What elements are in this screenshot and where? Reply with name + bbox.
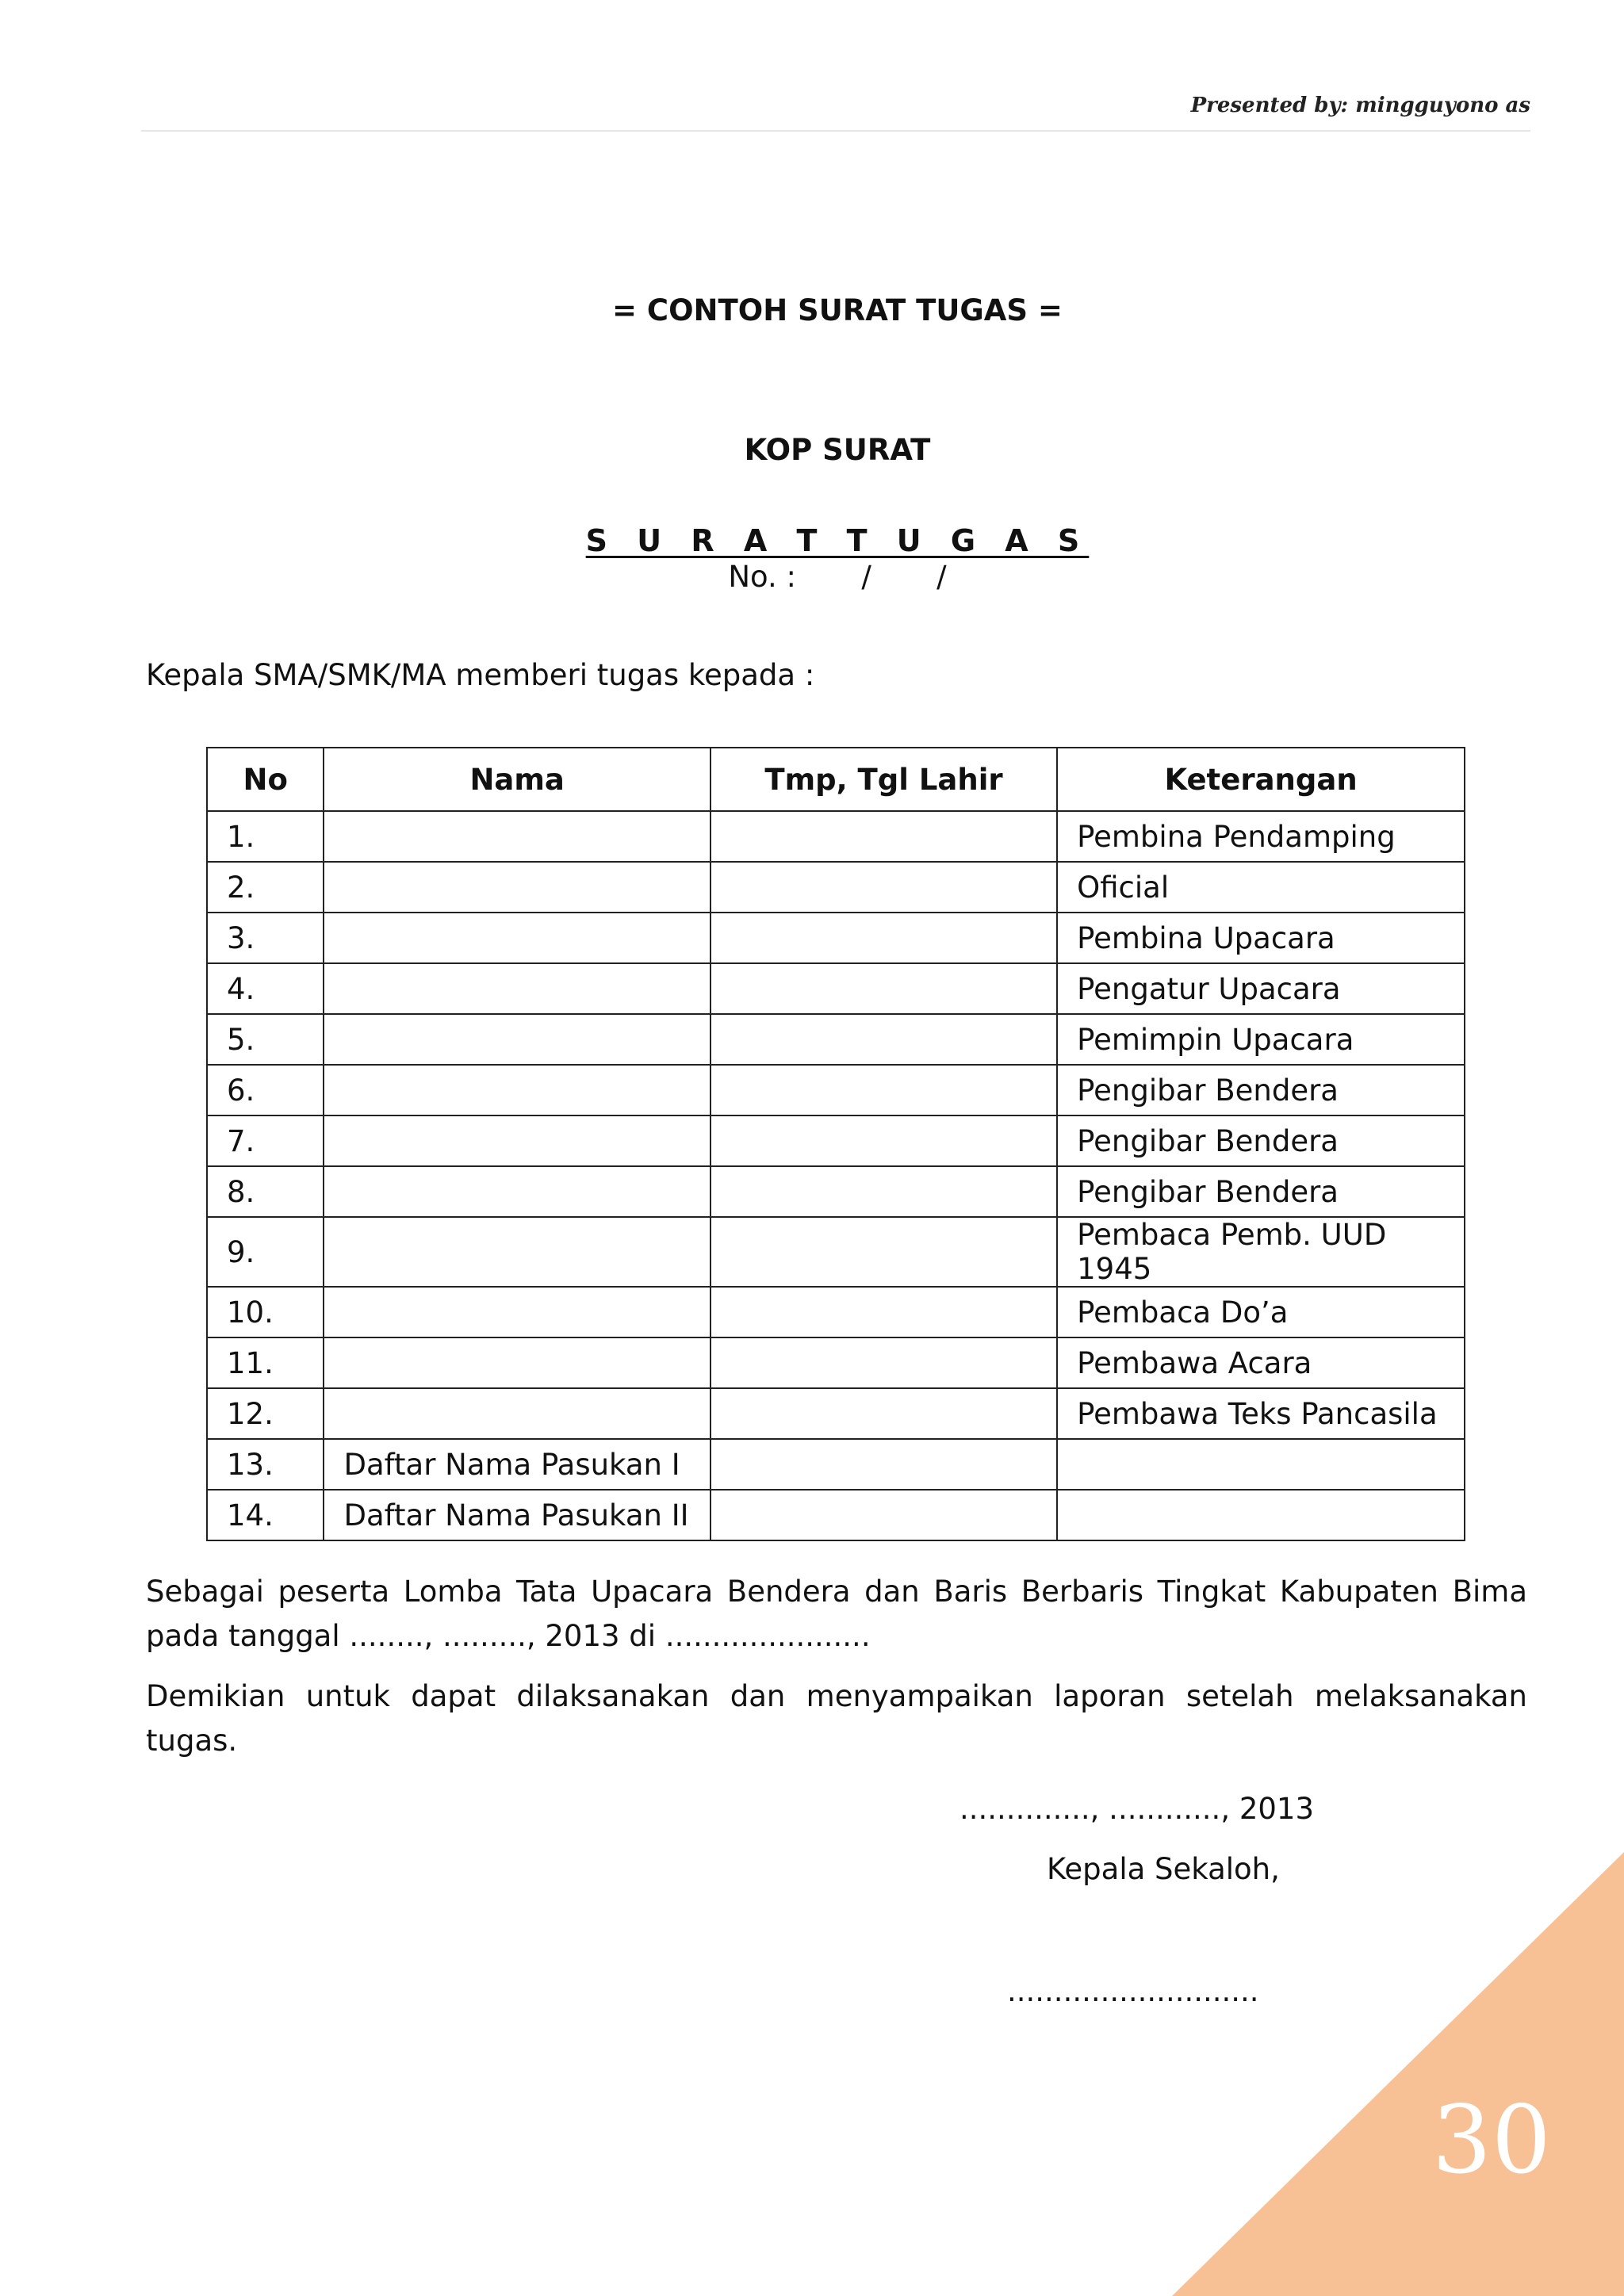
cell-no: 14. (207, 1490, 324, 1540)
header-nama: Nama (324, 748, 710, 811)
table-row (207, 1014, 1465, 1065)
cell-nama (324, 1014, 710, 1065)
cell-no: 4. (207, 963, 324, 1014)
cell-keterangan: Pemimpin Upacara (1057, 1014, 1465, 1065)
cell-keterangan: Pembina Pendamping (1057, 811, 1465, 862)
table-row (207, 1287, 1465, 1337)
cell-tmp-tgl-lahir (710, 1014, 1057, 1065)
cell-no: 12. (207, 1388, 324, 1439)
cell-keterangan: Pembawa Teks Pancasila (1057, 1388, 1465, 1439)
cell-nama (324, 1217, 710, 1287)
cell-nama (324, 862, 710, 913)
document-heading: = CONTOH SURAT TUGAS = (612, 293, 1063, 327)
cell-keterangan (1057, 1490, 1465, 1540)
table-row (207, 1115, 1465, 1166)
cell-tmp-tgl-lahir (710, 811, 1057, 862)
letterhead-placeholder: KOP SURAT (744, 433, 931, 467)
cell-no: 8. (207, 1166, 324, 1217)
cell-keterangan: Pengibar Bendera (1057, 1065, 1465, 1115)
cell-tmp-tgl-lahir (710, 1166, 1057, 1217)
cell-nama (324, 963, 710, 1014)
cell-nama (324, 1337, 710, 1388)
cell-keterangan: Pembina Upacara (1057, 913, 1465, 963)
cell-no: 6. (207, 1065, 324, 1115)
cell-keterangan: Pengibar Bendera (1057, 1115, 1465, 1166)
closing-paragraph: Demikian untuk dapat dilaksanakan dan menyampaikan laporan setelah melaksanakan tugas. (146, 1679, 1527, 1758)
cell-no: 5. (207, 1014, 324, 1065)
cell-tmp-tgl-lahir (710, 1287, 1057, 1337)
cell-keterangan: Pembawa Acara (1057, 1337, 1465, 1388)
header-no: No (207, 748, 324, 811)
cell-tmp-tgl-lahir (710, 1217, 1057, 1287)
cell-nama (324, 1388, 710, 1439)
corner-decoration (1172, 1852, 1624, 2296)
header-keterangan: Keterangan (1057, 748, 1465, 811)
cell-nama: Daftar Nama Pasukan II (324, 1490, 710, 1540)
intro-text: Kepala SMA/SMK/MA memberi tugas kepada : (146, 658, 815, 692)
cell-nama (324, 913, 710, 963)
table-row (207, 1388, 1465, 1439)
cell-keterangan: Pengibar Bendera (1057, 1166, 1465, 1217)
cell-keterangan: Pengatur Upacara (1057, 963, 1465, 1014)
table-row (207, 1490, 1465, 1540)
cell-nama (324, 811, 710, 862)
cell-no: 3. (207, 913, 324, 963)
cell-keterangan: Oficial (1057, 862, 1465, 913)
table-row (207, 811, 1465, 862)
header-divider (141, 130, 1530, 132)
cell-no: 13. (207, 1439, 324, 1490)
cell-nama (324, 1065, 710, 1115)
table-row (207, 1439, 1465, 1490)
table-row (207, 1337, 1465, 1388)
signature-name-line: ........................... (1007, 1974, 1259, 2008)
table-row (207, 1065, 1465, 1115)
cell-no: 11. (207, 1337, 324, 1388)
cell-tmp-tgl-lahir (710, 1439, 1057, 1490)
table-row (207, 1217, 1465, 1287)
cell-no: 7. (207, 1115, 324, 1166)
cell-no: 10. (207, 1287, 324, 1337)
letter-title: S U R A T T U G A S (585, 523, 1090, 558)
cell-tmp-tgl-lahir (710, 1337, 1057, 1388)
cell-nama (324, 1166, 710, 1217)
cell-tmp-tgl-lahir (710, 1490, 1057, 1540)
signature-title: Kepala Sekaloh, (1047, 1852, 1280, 1886)
cell-nama: Daftar Nama Pasukan I (324, 1439, 710, 1490)
table-row (207, 913, 1465, 963)
cell-no: 2. (207, 862, 324, 913)
cell-tmp-tgl-lahir (710, 913, 1057, 963)
header-tmp-tgl-lahir: Tmp, Tgl Lahir (710, 748, 1057, 811)
cell-keterangan: Pembaca Do’a (1057, 1287, 1465, 1337)
cell-keterangan: Pembaca Pemb. UUD 1945 (1057, 1217, 1465, 1287)
cell-tmp-tgl-lahir (710, 1065, 1057, 1115)
cell-tmp-tgl-lahir (710, 963, 1057, 1014)
cell-tmp-tgl-lahir (710, 1115, 1057, 1166)
table-row (207, 963, 1465, 1014)
assignment-table (206, 747, 1465, 1541)
table-body (207, 811, 1465, 1540)
signature-date: .............., ............, 2013 (959, 1792, 1314, 1826)
cell-nama (324, 1287, 710, 1337)
page-number: 30 (1431, 2085, 1551, 2195)
cell-tmp-tgl-lahir (710, 862, 1057, 913)
cell-keterangan (1057, 1439, 1465, 1490)
cell-tmp-tgl-lahir (710, 1388, 1057, 1439)
participation-paragraph: Sebagai peserta Lomba Tata Upacara Bendera dan Baris Berbaris Tingkat Kabupaten Bima pada tanggal ........, ........., 2013 di ...................... (146, 1575, 1527, 1653)
presenter-credit: Presented by: mingguyono as (1190, 94, 1530, 117)
cell-nama (324, 1115, 710, 1166)
table-row (207, 862, 1465, 913)
cell-no: 1. (207, 811, 324, 862)
table-row (207, 1166, 1465, 1217)
table-header-row (207, 748, 1465, 811)
cell-no: 9. (207, 1217, 324, 1287)
letter-number: No. : / / (728, 560, 947, 594)
